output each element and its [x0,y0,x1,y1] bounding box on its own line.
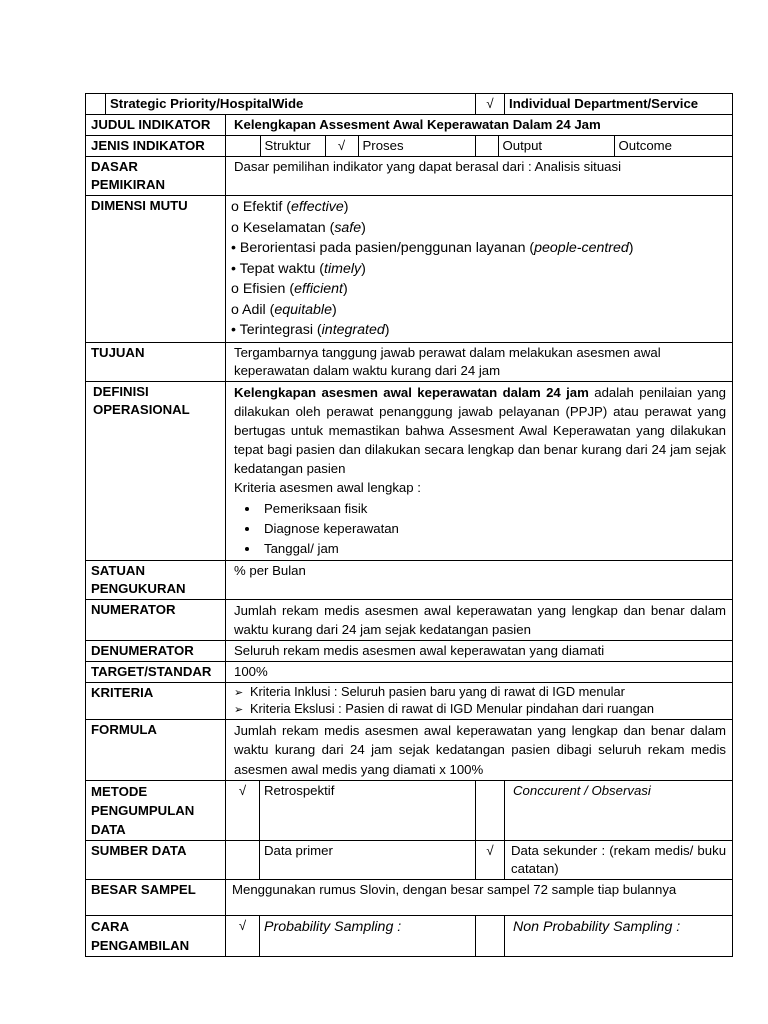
list-item: ➢ Kriteria Ekslusi : Pasien di rawat di IGD Menular pindahan dari ruangan [234,700,655,716]
non-probability-checkbox [476,916,505,957]
dimensi-item: • Berorientasi pada pasien/penggunan layanan (people-centred) [231,240,634,256]
row-dimensi-mutu [86,196,733,343]
strategic-checkbox [86,94,106,115]
label-tujuan: TUJUAN [86,342,226,381]
row-numerator [86,599,733,640]
row-definisi-operasional [86,381,733,560]
dimensi-item: • Tepat waktu (timely) [231,260,366,277]
label-metode-pengumpulan [86,781,226,841]
label-satuan-line2: PENGUKURAN [91,580,186,596]
row-metode-pengumpulan [86,781,733,841]
output-checkbox [475,136,498,156]
kriteria-asesmen-list [234,499,726,559]
label-dasar-line2: PEMIKIRAN [91,177,165,192]
option-outcome-label: Outcome [618,138,673,153]
value-formula: Jumlah rekam medis asesmen awal keperawatan yang lengkap dan benar dalam waktu kurang dari 24 jam sejak kedatangan pasien dibagi seluruh rekam medis asesmen awal medis yang diamati x 100% [226,719,733,781]
sekunder-check-mark: √ [476,841,505,880]
row-sumber-data [86,841,733,880]
dimensi-item: o Efisien (efficient) [231,281,348,297]
label-dasar-line1: DASAR [91,159,138,174]
value-besar-sampel: Menggunakan rumus Slovin, dengan besar sampel 72 sample tiap bulannya [226,880,733,916]
value-numerator: Jumlah rekam medis asesmen awal keperawatan yang lengkap dan benar dalam waktu kurang dari 24 jam sejak kedatangan pasien [226,599,733,640]
row-kriteria [86,682,733,719]
row-cara-pengambilan [86,916,733,957]
row-denumerator [86,640,733,661]
struktur-checkbox [226,136,260,156]
arrow-bullet-icon: ➢ [234,686,244,699]
value-judul-indikator: Kelengkapan Assesment Awal Keperawatan Dalam 24 Jam [226,115,733,136]
strategic-check-mark: √ [476,94,505,115]
row-target-standar [86,661,733,682]
row-satuan-pengukuran [86,560,733,599]
value-dimensi-mutu [226,196,733,343]
value-kriteria [226,682,733,719]
dimensi-item: o Efektif (effective) [231,199,349,215]
dimensi-item: o Adil (equitable) [231,301,337,318]
label-satuan-line1: SATUAN [91,562,145,578]
row-besar-sampel [86,880,733,916]
label-definisi-operasional [86,381,226,560]
strategic-priority-label: Strategic Priority/HospitalWide [106,94,476,115]
label-cara-line2: PENGAMBILAN [91,938,190,953]
label-dimensi-mutu: DIMENSI MUTU [86,196,226,343]
list-item: • Pemeriksaan fisik [260,499,726,519]
label-sumber-data: SUMBER DATA [86,841,226,880]
option-outcome [614,136,732,156]
option-data-primer: Data primer [260,841,476,880]
option-output: Output [498,136,614,156]
definisi-text: adalah penilaian yang dilakukan oleh perawat penanggung jawab pelayanan (PPJP) atau perawat yang bertugas untuk memastikan bahwa Assesment Awal Keperawatan yang dilakukan tepat bagi pasien dan dilakukan secara lengkap dan benar kurang dari 24 jam sejak kedatangan pasien [234,384,727,476]
dimensi-item: o Keselamatan (safe) [231,219,366,236]
list-item: ➢ Kriteria Inklusi : Seluruh pasien baru yang di rawat di IGD menular [234,683,625,699]
option-probability-sampling: Probability Sampling : [260,916,476,957]
primer-checkbox [226,841,260,880]
indicator-profile-table [85,93,733,957]
value-tujuan: Tergambarnya tanggung jawab perawat dalam melakukan asesmen awal keperawatan dalam waktu kurang dari 24 jam [226,342,733,381]
row-tujuan [86,342,733,381]
definisi-bold-lead: Kelengkapan asesmen awal keperawatan dalam 24 jam [234,384,589,400]
label-metode-line2: PENGUMPULAN [91,803,195,818]
kriteria-list [234,684,728,718]
label-kriteria: KRITERIA [86,682,226,719]
label-jenis-indikator: JENIS INDIKATOR [86,136,226,157]
label-formula: FORMULA [86,719,226,781]
value-target-standar: 100% [226,661,733,682]
kriteria-asesmen-title: Kriteria asesmen awal lengkap : [234,479,421,495]
value-definisi-operasional [226,381,733,560]
individual-department-label: Individual Department/Service [505,94,733,115]
option-struktur: Struktur [260,136,325,156]
row-dasar-pemikiran [86,157,733,196]
list-item: • Diagnose keperawatan [260,519,726,539]
label-judul-indikator: JUDUL INDIKATOR [86,115,226,136]
label-target-standar: TARGET/STANDAR [86,661,226,682]
option-concurrent: Conccurent / Observasi [505,781,733,841]
label-definisi-line2: OPERASIONAL [93,401,190,417]
option-retrospektif: Retrospektif [260,781,476,841]
list-item: • Tanggal/ jam [260,539,726,559]
label-besar-sampel: BESAR SAMPEL [86,880,226,916]
row-jenis-indikator [86,136,733,157]
option-proses: Proses [358,136,475,156]
label-metode-line3: DATA [91,822,126,837]
label-denumerator: DENUMERATOR [86,640,226,661]
concurrent-checkbox [476,781,505,841]
label-dasar-pemikiran [86,157,226,196]
row-formula [86,719,733,781]
option-data-sekunder: Data sekunder : (rekam medis/ buku catatan) [505,841,733,880]
jenis-options [226,136,732,156]
retrospektif-check-mark: √ [226,781,260,841]
value-satuan-pengukuran: % per Bulan [226,560,733,599]
proses-check-mark: √ [325,136,358,156]
header-row [86,94,733,115]
value-dasar-pemikiran: Dasar pemilihan indikator yang dapat berasal dari : Analisis situasi [226,157,733,196]
value-denumerator: Seluruh rekam medis asesmen awal keperawatan yang diamati [226,640,733,661]
label-definisi-line1: DEFINISI [93,383,149,399]
option-non-probability-sampling: Non Probability Sampling : [505,916,733,957]
label-metode-line1: METODE [91,784,148,799]
probability-check-mark: √ [226,916,260,957]
dimensi-item: • Terintegrasi (integrated) [231,322,390,338]
label-cara-line1: CARA [91,919,130,934]
arrow-bullet-icon: ➢ [234,703,244,716]
label-cara-pengambilan [86,916,226,957]
row-judul-indikator [86,115,733,136]
label-satuan-pengukuran [86,560,226,599]
label-numerator: NUMERATOR [86,599,226,640]
